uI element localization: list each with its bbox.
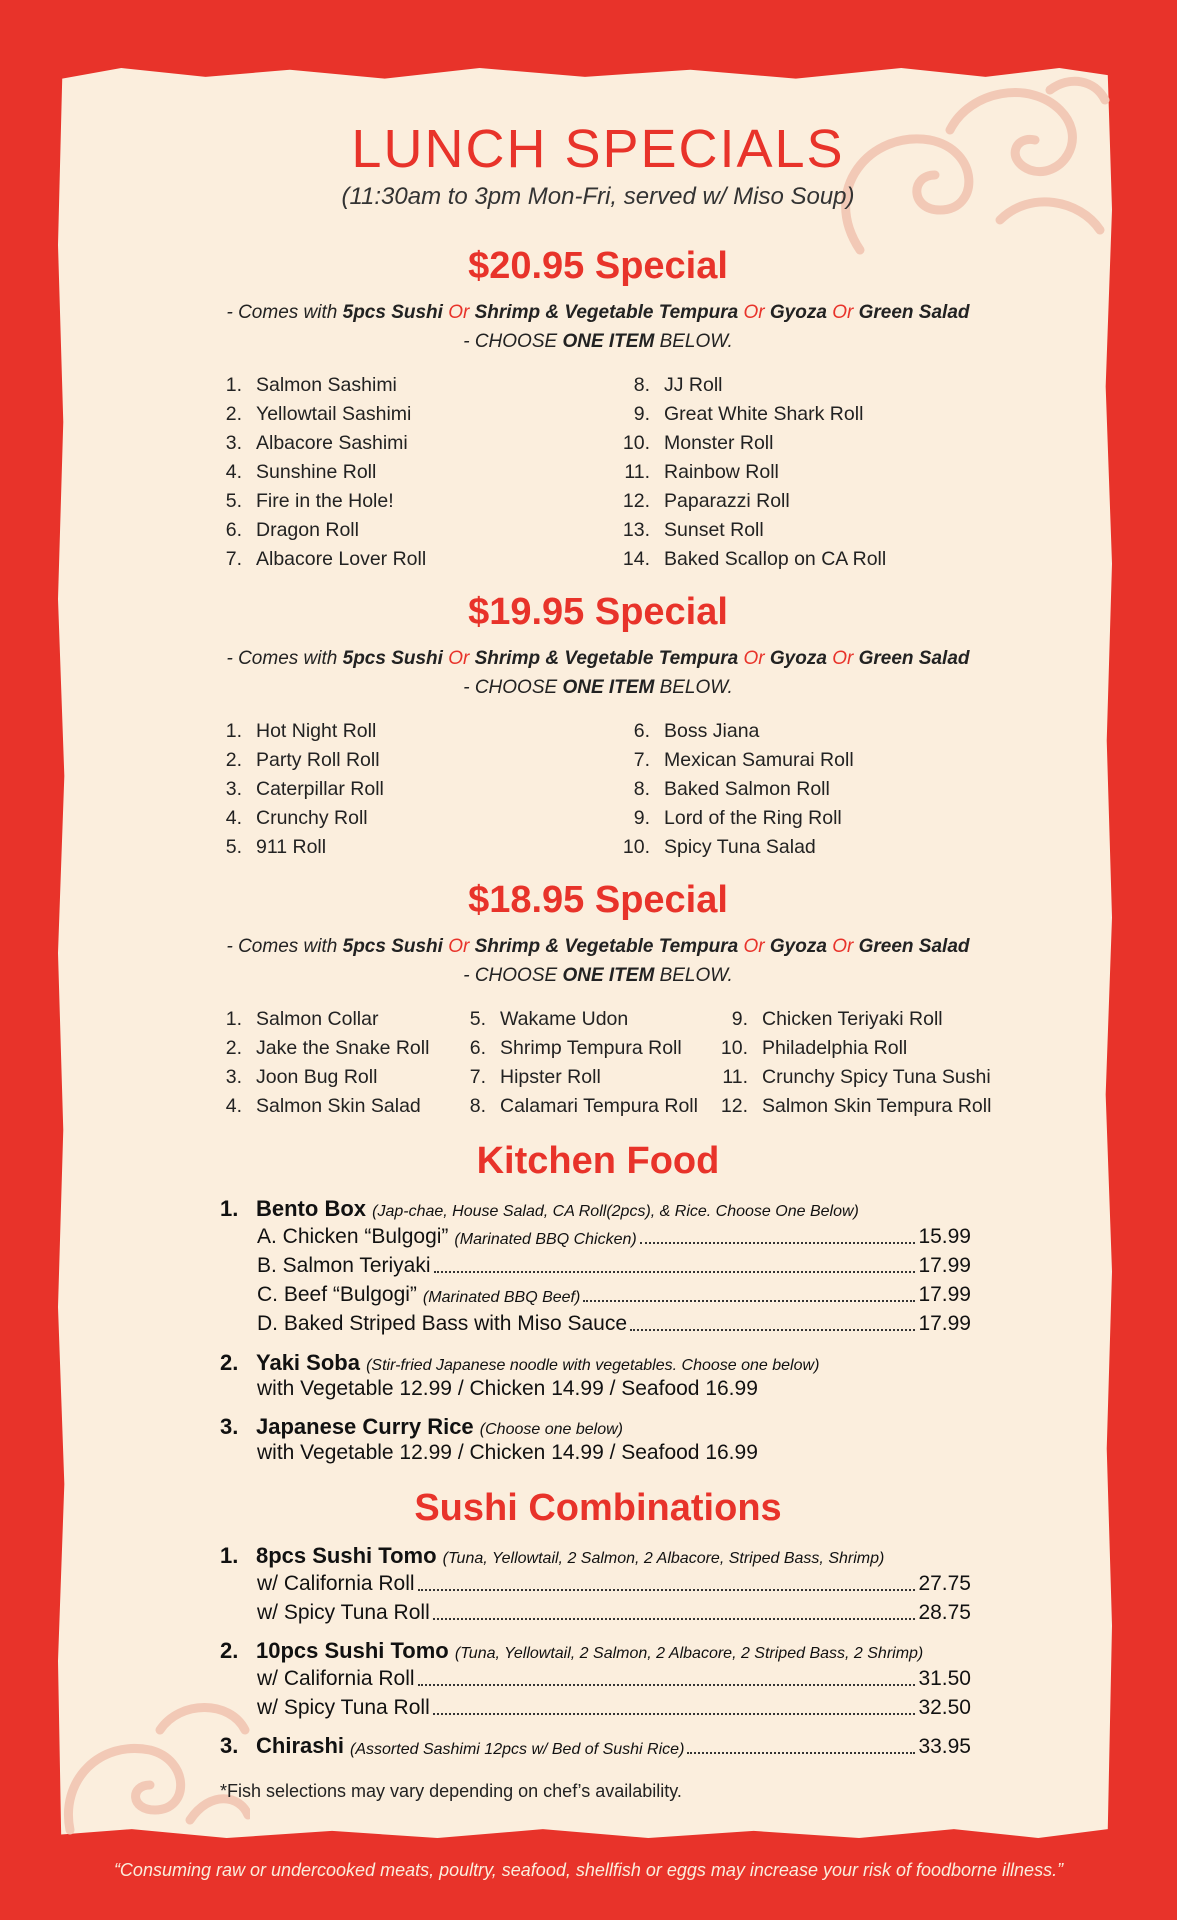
list-item: 5. Fire in the Hole! — [225, 490, 394, 512]
list-item: 10. Philadelphia Roll — [720, 1037, 908, 1059]
list-item: 10. Spicy Tuna Salad — [622, 836, 816, 858]
price-options: with Vegetable 12.99 / Chicken 14.99 / Seafood 16.99 — [257, 1441, 758, 1464]
price-line: w/ California Roll 27.75 — [257, 1572, 971, 1595]
price-line: B. Salmon Teriyaki 17.99 — [257, 1254, 971, 1277]
list-item: 4. Crunchy Roll — [225, 807, 368, 829]
price-line: A. Chicken “Bulgogi” (Marinated BBQ Chicken) 15.99 — [257, 1225, 971, 1248]
list-item: 3. Joon Bug Roll — [225, 1066, 378, 1088]
list-item: 14. Baked Scallop on CA Roll — [622, 548, 887, 570]
list-item: 4. Sunshine Roll — [225, 461, 377, 483]
list-item: 3. Caterpillar Roll — [225, 778, 384, 800]
section-title-sushi-combinations: Sushi Combinations — [414, 1487, 782, 1529]
list-item: 11. Rainbow Roll — [624, 461, 779, 483]
list-item: 5. Wakame Udon — [469, 1008, 629, 1030]
list-item: 7. Albacore Lover Roll — [225, 548, 427, 570]
list-item: 1. Salmon Sashimi — [225, 374, 397, 396]
list-item: 8. Baked Salmon Roll — [633, 778, 830, 800]
list-item: 6. Shrimp Tempura Roll — [469, 1037, 682, 1059]
list-item: 4. Salmon Skin Salad — [225, 1095, 421, 1117]
food-safety-disclaimer: “Consuming raw or undercooked meats, poultry, seafood, shellfish or eggs may increase your risk of foodborne illness.” — [113, 1860, 1064, 1880]
price-line: w/ California Roll 31.50 — [257, 1667, 971, 1690]
choose-line: - CHOOSE ONE ITEM BELOW. — [463, 965, 733, 986]
list-item: 2. Party Roll Roll — [225, 749, 380, 771]
menu-item-8pcs-sushi-tomo: 1. 8pcs Sushi Tomo (Tuna, Yellowtail, 2 Salmon, 2 Albacore, Striped Bass, Shrimp) — [220, 1543, 885, 1568]
list-item: 2. Yellowtail Sashimi — [225, 403, 412, 425]
comes-with-line: - Comes with 5pcs Sushi Or Shrimp & Vegetable Tempura Or Gyoza Or Green Salad — [226, 302, 970, 323]
choose-line: - CHOOSE ONE ITEM BELOW. — [463, 331, 733, 352]
list-item: 6. Dragon Roll — [225, 519, 359, 541]
price-line: w/ Spicy Tuna Roll 28.75 — [257, 1601, 971, 1624]
menu-item-chirashi: 3. Chirashi (Assorted Sashimi 12pcs w/ Bed of Sushi Rice) 33.95 — [220, 1733, 971, 1758]
comes-with-line: - Comes with 5pcs Sushi Or Shrimp & Vegetable Tempura Or Gyoza Or Green Salad — [226, 936, 970, 957]
list-item: 12. Paparazzi Roll — [622, 490, 790, 512]
price-line: w/ Spicy Tuna Roll 32.50 — [257, 1696, 971, 1719]
price-line: C. Beef “Bulgogi” (Marinated BBQ Beef) 17.99 — [257, 1283, 971, 1306]
list-item: 8. Calamari Tempura Roll — [469, 1095, 698, 1117]
list-item: 9. Chicken Teriyaki Roll — [731, 1008, 943, 1030]
list-item: 7. Mexican Samurai Roll — [633, 749, 854, 771]
list-item: 1. Hot Night Roll — [225, 720, 377, 742]
price-line: D. Baked Striped Bass with Miso Sauce 17.99 — [257, 1312, 971, 1335]
special-title: $18.95 Special — [468, 879, 728, 921]
menu-item-bento-box: 1. Bento Box (Jap-chae, House Salad, CA Roll(2pcs), & Rice. Choose One Below) — [220, 1196, 859, 1221]
menu-item-10pcs-sushi-tomo: 2. 10pcs Sushi Tomo (Tuna, Yellowtail, 2 Salmon, 2 Albacore, 2 Striped Bass, 2 Shrimp) — [220, 1638, 924, 1663]
list-item: 12. Salmon Skin Tempura Roll — [720, 1095, 992, 1117]
price-options: with Vegetable 12.99 / Chicken 14.99 / Seafood 16.99 — [257, 1377, 758, 1400]
list-item: 2. Jake the Snake Roll — [225, 1037, 430, 1059]
page-subtitle: (11:30am to 3pm Mon-Fri, served w/ Miso Soup) — [341, 183, 855, 210]
list-item: 1. Salmon Collar — [225, 1008, 379, 1030]
list-item: 6. Boss Jiana — [633, 720, 760, 742]
list-item: 3. Albacore Sashimi — [225, 432, 408, 454]
comes-with-line: - Comes with 5pcs Sushi Or Shrimp & Vegetable Tempura Or Gyoza Or Green Salad — [226, 648, 970, 669]
list-item: 9. Lord of the Ring Roll — [633, 807, 842, 829]
special-title: $20.95 Special — [468, 245, 728, 287]
fine-print: *Fish selections may vary depending on chef’s availability. — [220, 1781, 682, 1801]
list-item: 7. Hipster Roll — [469, 1066, 601, 1088]
menu-item-japanese-curry-rice: 3. Japanese Curry Rice (Choose one below) — [220, 1414, 623, 1439]
list-item: 9. Great White Shark Roll — [633, 403, 864, 425]
list-item: 13. Sunset Roll — [622, 519, 764, 541]
choose-line: - CHOOSE ONE ITEM BELOW. — [463, 677, 733, 698]
special-title: $19.95 Special — [468, 591, 728, 633]
swirl-decoration-bottom-left — [60, 1690, 250, 1840]
list-item: 5. 911 Roll — [225, 836, 327, 858]
list-item: 8. JJ Roll — [633, 374, 723, 396]
page-title: LUNCH SPECIALS — [351, 119, 845, 179]
section-title-kitchen-food: Kitchen Food — [476, 1140, 720, 1182]
list-item: 10. Monster Roll — [622, 432, 774, 454]
menu-item-yaki-soba: 2. Yaki Soba (Stir-fried Japanese noodle with vegetables. Choose one below) — [220, 1350, 820, 1375]
list-item: 11. Crunchy Spicy Tuna Sushi — [722, 1066, 991, 1088]
